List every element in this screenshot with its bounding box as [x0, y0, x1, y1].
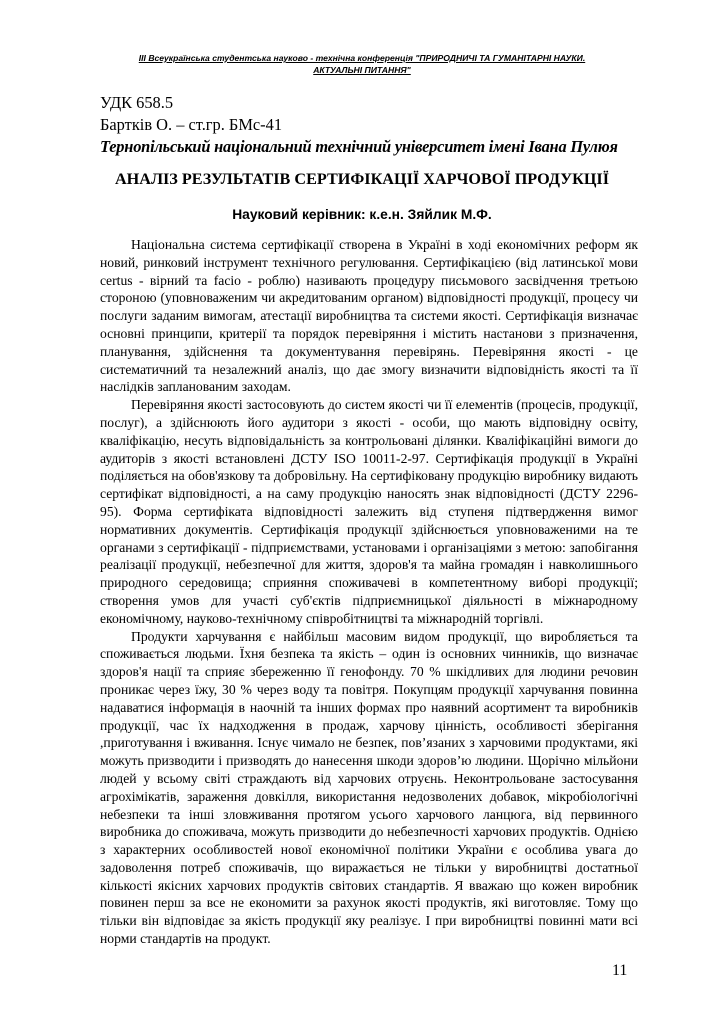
article-title: АНАЛІЗ РЕЗУЛЬТАТІВ СЕРТИФІКАЦІЇ ХАРЧОВОЇ ПРОДУКЦІЇ: [114, 170, 610, 188]
conference-header-line-1: ІІІ Всеукраїнська студентська науково - технічна конференція "ПРИРОДНИЧІ ТА ГУМАНІТАРНІ НАУКИ.: [138, 53, 586, 63]
article-body: [100, 236, 638, 948]
affiliation: Тернопільський національний технічний університет імені Івана Пулюя: [100, 137, 618, 156]
article-meta: [100, 92, 640, 158]
body-paragraph-3: Продукти харчування є найбільш масовим видом продукції, що виробляється та споживається людьми. Їхня безпека та якість – один із основних чинників, що визначає здоров'я нації та сприяє збереженню її генофонду. 70 % шкідливих для людини речовин проникає через їжу, 30 % через воду та повітря. Покупцям продукції харчування повинна надаватися інформація в наочній та інших формах про наявний асортимент та виробників продукції, час їх надходження в продаж, харчову цінність, особливості зберігання ,приготування і вживання. Існує чимало не безпек, пов’язаних з харчовими продуктами, які можуть призводити і призводять до нанесення шкоди здоров’ю людини. Щорічно мільйони людей у всьому світі страждають від харчових отруєнь. Неконтрольоване застосування агрохімікатів, зараження довкілля, використання недозволених добавок, мікробіологічні небезпеки та інші зловживання протягом усього харчового ланцюга, від первинного виробника до споживача, можуть призводити до небезпечності харчових продуктів. Однією з характерних особливостей нової економічної політики України є особлива увага до задоволення потреб споживачів, що виражається не тільки у виробництві достатньої кількості якісних харчових продуктів світових стандартів. Я вважаю що кожен виробник повинен перш за все не економити за рахунок якості продуктів, які виготовляє. Тому що тільки він відповідає за якість продукції яку реалізує. І при виробництві повинні мати всі норми стандартів на продукт.: [100, 628, 638, 947]
page-number: 11: [612, 962, 628, 979]
body-paragraph-2: Перевіряння якості застосовують до систем якості чи її елементів (процесів, продукції, послуг), а здійснюють його аудитори з якості - особи, що мають відповідну освіту, кваліфікацію, несуть відповідальність за контрольовані ділянки. Кваліфікаційні вимоги до аудиторів з якості встановлені ДСТУ ISO 10011-2-97. Сертифікація продукції в Україні поділяється на обов'язкову та добровільну. На сертифіковану продукцію виробнику видають сертифікат відповідності, а на саму продукцію наносять знак відповідності (ДСТУ 2296-95). Форма сертифіката відповідності залежить від ступеня підтвердження вимог нормативних документів. Сертифікація продукції здійснюється уповноваженими на те органами з сертифікації - підприємствами, установами і організаціями з метою: запобігання реалізації продукції, небезпечної для життя, здоров'я та майна громадян і навколишнього природного середовища; сприяння споживачеві в компетентному виборі продукції; створення умов для участі суб'єктів підприємницької діяльності в міжнародному економічному, науково-технічному співробітництві та міжнародній торгівлі.: [100, 397, 638, 626]
scientific-advisor: Науковий керівник: к.е.н. Зяйлик М.Ф.: [232, 207, 492, 222]
conference-header: [100, 52, 624, 76]
udk-code: УДК 658.5: [100, 93, 174, 112]
author-line: Бартків О. – ст.гр. БМс-41: [100, 115, 283, 134]
conference-header-line-2: АКТУАЛЬНІ ПИТАННЯ": [313, 65, 411, 75]
body-paragraph-1: Національна система сертифікації створена в Україні в ході економічних реформ як новий, ринковий інструмент технічного регулювання. Сертифікацією (від латинської мови certus - вірний та facio - роблю) називають процедуру письмового засвідчення третьою стороною (уповноваженим чи акредитованим органом) відповідності продукції, процесу чи послуги заданим вимогам, атестації виробництва та системи якості. Сертифікація визначає основні принципи, критерії та порядок перевіряння і містить настанови з призначення, планування, здійснення та документування перевірянь. Перевіряння якості - це систематичний та незалежний аналіз, що дає змогу визначити відповідність якості та її наслідків запланованим заходам.: [100, 237, 638, 395]
